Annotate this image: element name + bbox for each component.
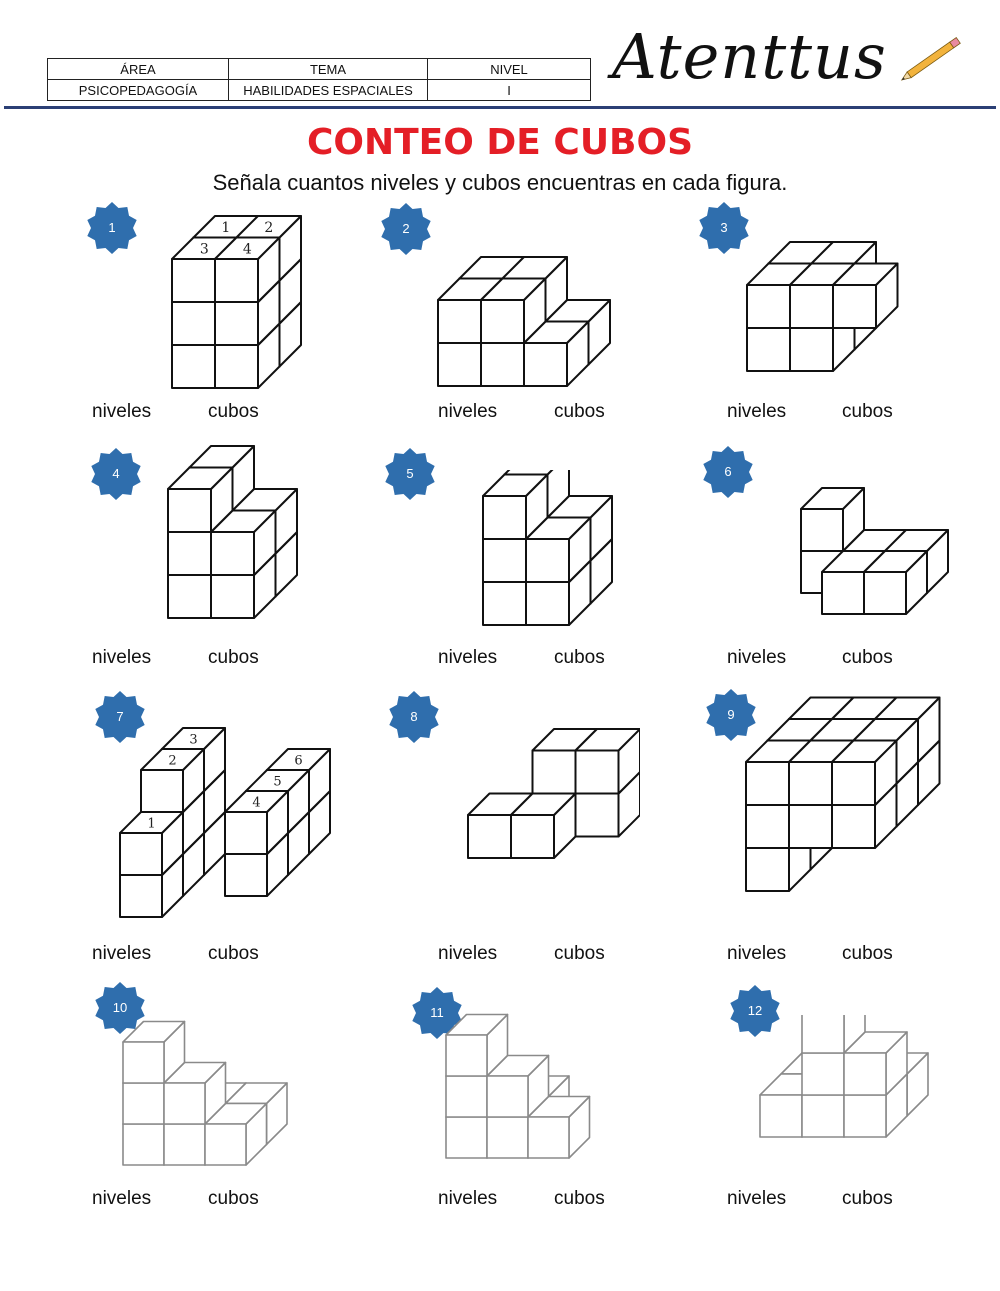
header-divider bbox=[4, 106, 996, 109]
badge-number: 6 bbox=[724, 464, 732, 479]
header-col-area: ÁREA bbox=[48, 59, 229, 80]
cube-number-label: 2 bbox=[264, 219, 274, 236]
levels-label: niveles bbox=[727, 1188, 787, 1209]
levels-label: niveles bbox=[92, 647, 152, 668]
header-val-area: PSICOPEDAGOGÍA bbox=[48, 80, 229, 101]
badge-4 bbox=[90, 448, 142, 500]
cubes-label: cubos bbox=[842, 943, 893, 964]
cube-number-label: 4 bbox=[242, 241, 252, 258]
cubes-label: cubos bbox=[842, 401, 893, 422]
cube-number-label: 3 bbox=[189, 732, 198, 748]
logo-text: Atenttus bbox=[612, 20, 887, 93]
header-val-tema: HABILIDADES ESPACIALES bbox=[229, 80, 428, 101]
instructions: Señala cuantos niveles y cubos encuentras en cada figura. bbox=[212, 170, 788, 195]
header-col-nivel: NIVEL bbox=[428, 59, 591, 80]
cube-number-label: 2 bbox=[168, 753, 177, 769]
cube-figure-10 bbox=[105, 1000, 315, 1175]
logo bbox=[612, 18, 972, 108]
pencil-icon bbox=[894, 28, 974, 88]
badge-8 bbox=[388, 691, 440, 743]
levels-label: niveles bbox=[438, 1188, 498, 1209]
badge-number: 5 bbox=[406, 466, 414, 481]
cubes-label: cubos bbox=[554, 401, 605, 422]
cube-number-label: 1 bbox=[221, 219, 231, 236]
cube-number-label: 1 bbox=[147, 816, 156, 832]
cube-figure-3 bbox=[730, 230, 950, 380]
page-title: CONTEO DE CUBOS bbox=[306, 122, 694, 163]
cube-figure-5 bbox=[465, 470, 635, 630]
levels-label: niveles bbox=[727, 401, 787, 422]
cube-figure-9 bbox=[730, 690, 950, 895]
cubes-label: cubos bbox=[554, 1188, 605, 1209]
cube-figure-2 bbox=[420, 245, 640, 395]
levels-label: niveles bbox=[438, 401, 498, 422]
badge-number: 11 bbox=[430, 1005, 444, 1020]
badge-number: 8 bbox=[410, 709, 418, 724]
badge-number: 7 bbox=[116, 709, 124, 724]
badge-5 bbox=[384, 448, 436, 500]
levels-label: niveles bbox=[92, 401, 152, 422]
header-val-nivel: I bbox=[428, 80, 591, 101]
badge-number: 10 bbox=[112, 1000, 128, 1015]
cubes-label: cubos bbox=[208, 401, 259, 422]
cubes-label: cubos bbox=[842, 647, 893, 668]
levels-label: niveles bbox=[92, 943, 152, 964]
header-table bbox=[47, 58, 591, 101]
cubes-label: cubos bbox=[842, 1188, 893, 1209]
cube-figure-11 bbox=[430, 1000, 640, 1165]
cube-figure-1 bbox=[150, 205, 330, 400]
levels-label: niveles bbox=[727, 943, 787, 964]
levels-label: niveles bbox=[438, 647, 498, 668]
cube-figure-7 bbox=[105, 700, 355, 925]
cube-figure-6 bbox=[765, 480, 955, 620]
cubes-label: cubos bbox=[208, 943, 259, 964]
levels-label: niveles bbox=[727, 647, 787, 668]
cube-number-label: 5 bbox=[273, 774, 282, 790]
badge-number: 12 bbox=[747, 1003, 763, 1018]
cubes-label: cubos bbox=[554, 647, 605, 668]
badge-1 bbox=[86, 202, 138, 254]
cube-number-label: 4 bbox=[252, 795, 261, 811]
cube-number-label: 6 bbox=[294, 753, 303, 769]
cubes-label: cubos bbox=[554, 943, 605, 964]
header-col-tema: TEMA bbox=[229, 59, 428, 80]
cubes-label: cubos bbox=[208, 647, 259, 668]
badge-number: 1 bbox=[108, 220, 116, 235]
cube-figure-8 bbox=[450, 700, 640, 865]
levels-label: niveles bbox=[438, 943, 498, 964]
badge-number: 9 bbox=[727, 707, 735, 722]
cube-figure-4 bbox=[150, 440, 320, 625]
cube-number-label: 3 bbox=[199, 241, 209, 258]
badge-number: 4 bbox=[112, 466, 120, 481]
badge-number: 3 bbox=[720, 220, 728, 235]
levels-label: niveles bbox=[92, 1188, 152, 1209]
cubes-label: cubos bbox=[208, 1188, 259, 1209]
badge-number: 2 bbox=[402, 221, 410, 236]
cube-figure-12 bbox=[745, 1015, 955, 1145]
badge-6 bbox=[702, 446, 754, 498]
